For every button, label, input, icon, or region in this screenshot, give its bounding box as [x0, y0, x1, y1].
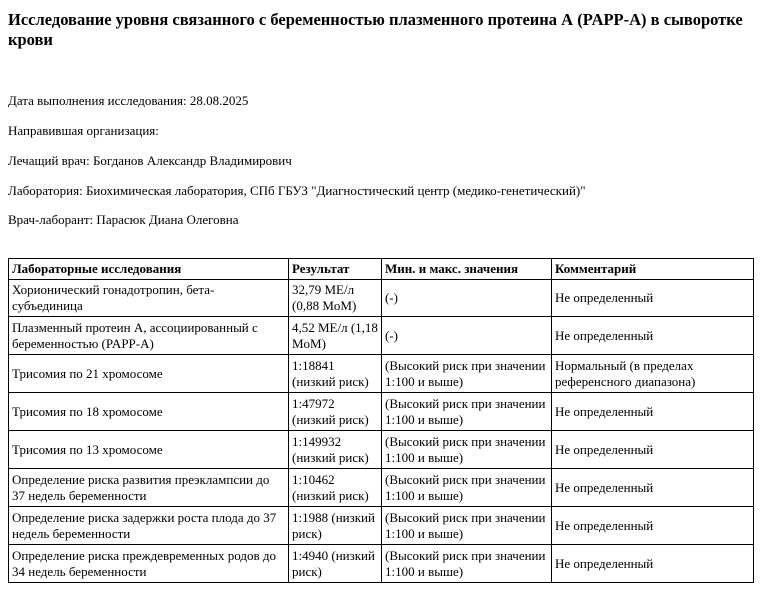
table-row	[9, 280, 754, 317]
cell-comment: Не определенный	[552, 507, 754, 545]
cell-comment: Не определенный	[552, 393, 754, 431]
table-row	[9, 469, 754, 507]
cell-test: Плазменный протеин А, ассоциированный с беременностью (PAPP-A)	[9, 317, 289, 355]
cell-result: 1:1988 (низкий риск)	[289, 507, 382, 545]
attending-doctor: Лечащий врач: Богданов Александр Владимирович	[8, 153, 292, 168]
cell-test: Трисомия по 21 хромосоме	[9, 355, 289, 393]
laboratory-name: Лаборатория: Биохимическая лаборатория, СПб ГБУЗ "Диагностический центр (медико-генетический)"	[8, 183, 586, 198]
cell-test: Хорионический гонадотропин, бета-субъединица	[9, 280, 289, 317]
cell-range: (Высокий риск при значении 1:100 и выше)	[382, 393, 552, 431]
table-row	[9, 545, 754, 583]
cell-result: 1:47972 (низкий риск)	[289, 393, 382, 431]
cell-result: 1:18841 (низкий риск)	[289, 355, 382, 393]
table-row	[9, 317, 754, 355]
cell-comment: Не определенный	[552, 317, 754, 355]
cell-comment: Не определенный	[552, 469, 754, 507]
cell-range: (-)	[382, 280, 552, 317]
table-row	[9, 431, 754, 469]
cell-range: (Высокий риск при значении 1:100 и выше)	[382, 545, 552, 583]
cell-test: Трисомия по 13 хромосоме	[9, 431, 289, 469]
table-row	[9, 507, 754, 545]
document-title: Исследование уровня связанного с беременностью плазменного протеина А (PAPP-A) в сыворотке крови	[8, 10, 743, 49]
cell-comment: Нормальный (в пределах референсного диапазона)	[552, 355, 754, 393]
cell-result: 1:10462 (низкий риск)	[289, 469, 382, 507]
exam-date: Дата выполнения исследования: 28.08.2025	[8, 93, 249, 108]
cell-result: 1:149932 (низкий риск)	[289, 431, 382, 469]
cell-test: Определение риска развития преэклампсии до 37 недель беременности	[9, 469, 289, 507]
table-row	[9, 355, 754, 393]
cell-range: (-)	[382, 317, 552, 355]
table-header-row	[9, 259, 754, 280]
header-result: Результат	[289, 259, 382, 280]
cell-result: 1:4940 (низкий риск)	[289, 545, 382, 583]
table-row	[9, 393, 754, 431]
cell-range: (Высокий риск при значении 1:100 и выше)	[382, 469, 552, 507]
cell-test: Трисомия по 18 хромосоме	[9, 393, 289, 431]
cell-comment: Не определенный	[552, 431, 754, 469]
cell-range: (Высокий риск при значении 1:100 и выше)	[382, 355, 552, 393]
cell-range: (Высокий риск при значении 1:100 и выше)	[382, 507, 552, 545]
cell-comment: Не определенный	[552, 280, 754, 317]
results-table	[8, 258, 754, 583]
cell-comment: Не определенный	[552, 545, 754, 583]
lab-doctor: Врач-лаборант: Парасюк Диана Олеговна	[8, 212, 239, 227]
cell-result: 32,79 МЕ/л (0,88 MoM)	[289, 280, 382, 317]
cell-range: (Высокий риск при значении 1:100 и выше)	[382, 431, 552, 469]
cell-result: 4,52 МЕ/л (1,18 MoM)	[289, 317, 382, 355]
header-test: Лабораторные исследования	[9, 259, 289, 280]
header-comment: Комментарий	[552, 259, 754, 280]
cell-test: Определение риска преждевременных родов до 34 недель беременности	[9, 545, 289, 583]
referring-organization: Направившая организация:	[8, 123, 159, 138]
header-range: Мин. и макс. значения	[382, 259, 552, 280]
cell-test: Определение риска задержки роста плода до 37 недель беременности	[9, 507, 289, 545]
